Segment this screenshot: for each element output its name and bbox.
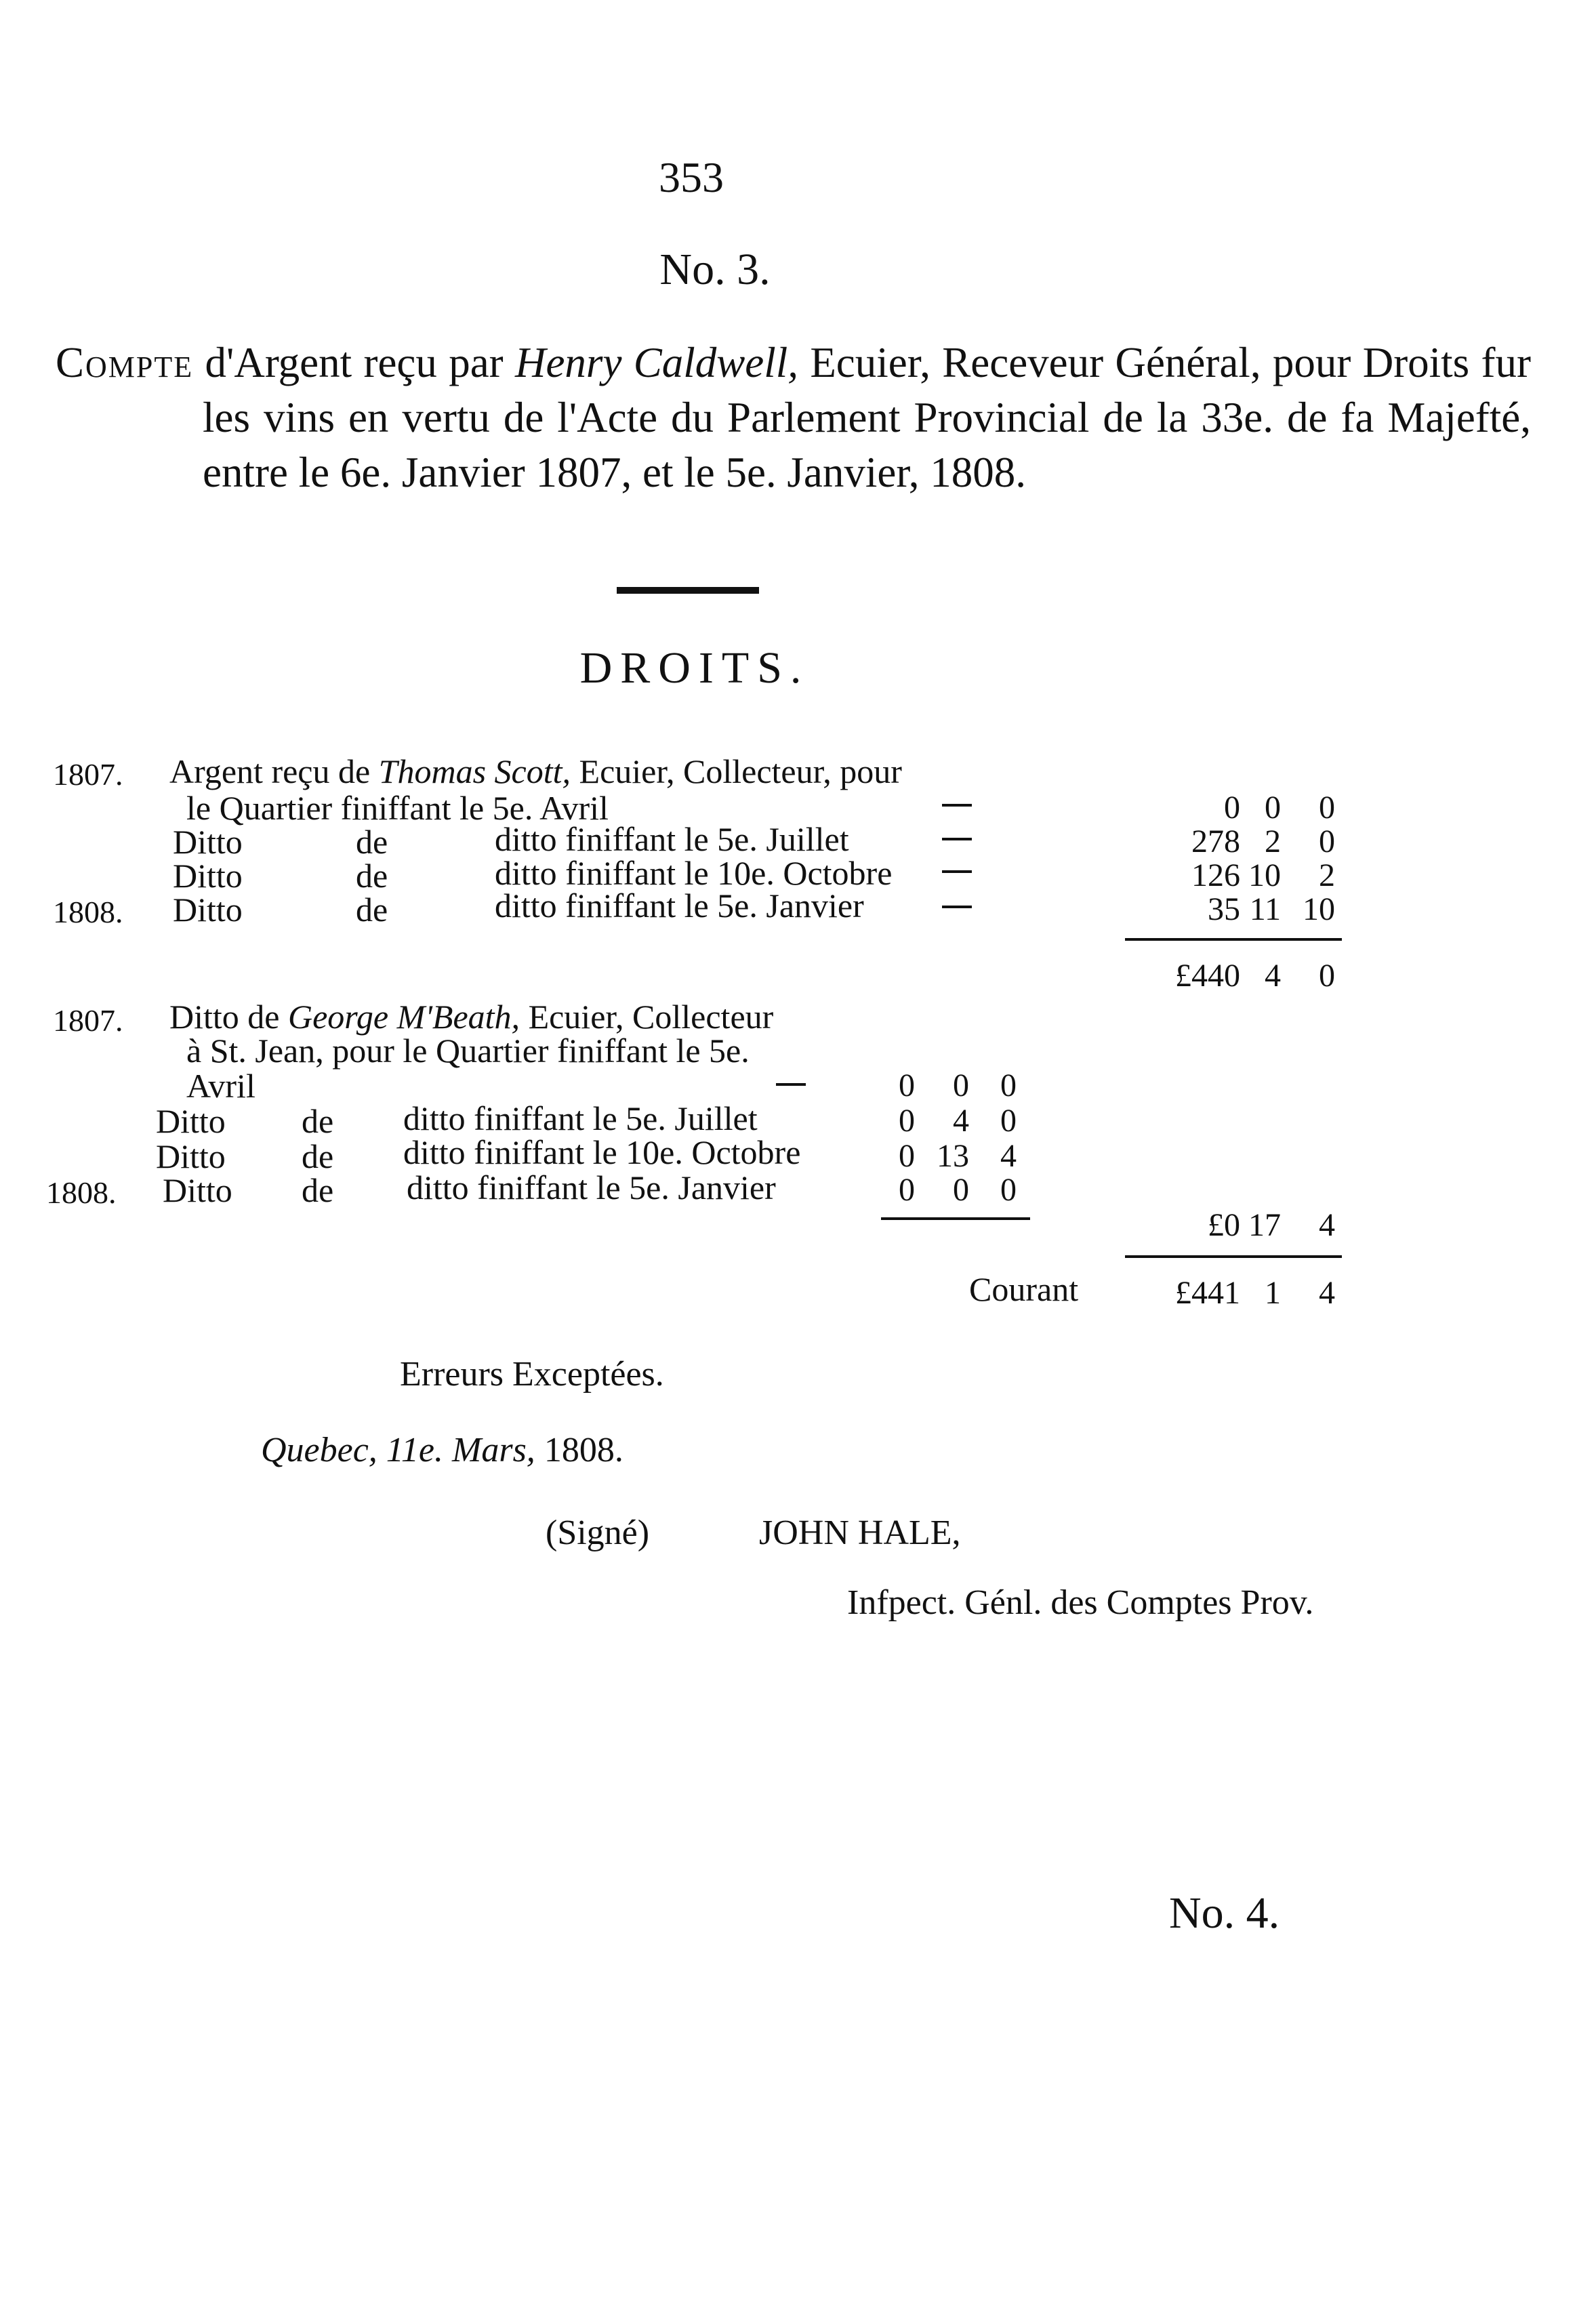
grand-total-shillings: 1 [1265, 1275, 1281, 1311]
s2-total-shillings: 17 [1248, 1207, 1281, 1243]
s2-row1-desc: ditto finiffant le 5e. Juillet [403, 1099, 758, 1137]
s2-row3-desc: ditto finiffant le 5e. Janvier [407, 1169, 776, 1206]
s2-total-pounds: £0 [1208, 1207, 1240, 1243]
subtotal-rule-1 [1125, 938, 1342, 941]
grand-total-rule [1125, 1255, 1342, 1258]
receiver-name: Henry Caldwell, [514, 339, 798, 386]
place-and-date [261, 1430, 623, 1470]
s1-row3-de: de [356, 891, 388, 929]
section2-line1-pre: Ditto de [169, 998, 288, 1036]
s2-row2-shillings: 13 [937, 1138, 969, 1174]
signed-label: (Signé) [546, 1513, 650, 1552]
s1-row2-desc: ditto finiffant le 10e. Octobre [495, 854, 893, 892]
s1-row0-pence: 0 [1319, 790, 1335, 826]
s2-row1-de: de [302, 1102, 334, 1140]
s2-row3-pence: 0 [1000, 1172, 1017, 1208]
s2-row3-ditto: Ditto [163, 1171, 232, 1209]
s1-row1-desc: ditto finiffant le 5e. Juillet [495, 820, 849, 858]
s2-row3-de: de [302, 1171, 334, 1209]
leader-dash [942, 804, 972, 807]
section1-year: 1807. [53, 757, 123, 792]
s1-row1-shillings: 2 [1265, 824, 1281, 859]
s1-total-shillings: 4 [1265, 958, 1281, 994]
s1-row2-ditto: Ditto [173, 857, 243, 895]
page-number: 353 [659, 153, 724, 201]
s2-row2-pence: 4 [1000, 1138, 1017, 1174]
s2-row2-ditto: Ditto [156, 1137, 226, 1175]
s2-row0-shillings: 0 [953, 1068, 969, 1103]
s1-row3-year: 1808. [53, 895, 123, 929]
s2-row0-pounds: 0 [899, 1068, 915, 1103]
s1-row3-pence: 10 [1303, 891, 1335, 927]
collector-name-1: Thomas Scott, [378, 752, 571, 790]
place-date-text: Quebec, 11e. Mars, [261, 1431, 535, 1469]
s1-row3-desc: ditto finiffant le 5e. Janvier [495, 887, 864, 925]
s2-row2-de: de [302, 1137, 334, 1175]
s1-row0-shillings: 0 [1265, 790, 1281, 826]
s1-row3-shillings: 11 [1249, 891, 1281, 927]
section1-line1 [169, 752, 902, 790]
section1-line2: le Quartier finiffant le 5e. Avril [186, 789, 609, 827]
document-number: No. 3. [659, 245, 771, 294]
section-divider [617, 587, 759, 594]
grand-total-label: Courant [969, 1270, 1079, 1308]
s2-row1-shillings: 4 [953, 1103, 969, 1139]
collector-name-2: George M'Beath, [287, 998, 520, 1036]
leader-dash [942, 906, 972, 908]
s2-row3-shillings: 0 [953, 1172, 969, 1208]
s1-row2-de: de [356, 857, 388, 895]
place-date-year: 1808. [535, 1431, 623, 1469]
section2-line3: Avril [186, 1067, 255, 1105]
s2-row0-pence: 0 [1000, 1068, 1017, 1103]
leader-dash [942, 870, 972, 873]
s1-row0-pounds: 0 [1224, 790, 1240, 826]
s1-row2-pence: 2 [1319, 857, 1335, 893]
s1-row1-ditto: Ditto [173, 823, 243, 861]
s2-row1-ditto: Ditto [156, 1102, 226, 1140]
grand-total-pounds: £441 [1175, 1275, 1240, 1311]
section2-year: 1807. [53, 1003, 123, 1038]
signer-title: Infpect. Génl. des Comptes Prov. [847, 1583, 1314, 1622]
account-title-text-2: Ecuier, Receveur Général, pour Droits fur les vins en vertu de l'Acte du Parlement Provincial de la 33e. de fa Majefté, entre le 6e. Janvier 1807, et le 5e. Janvier, 1808. [203, 339, 1531, 496]
section1-line1-post: Ecuier, Collecteur, pour [571, 752, 902, 790]
account-title-text-1: d'Argent reçu par [193, 339, 515, 386]
s2-row3-year: 1808. [46, 1175, 117, 1210]
next-document-number: No. 4. [1169, 1888, 1280, 1938]
signer-name: JOHN HALE, [759, 1513, 961, 1552]
s1-row1-de: de [356, 823, 388, 861]
s2-row2-desc: ditto finiffant le 10e. Octobre [403, 1133, 801, 1171]
s1-row1-pence: 0 [1319, 824, 1335, 859]
s2-total-pence: 4 [1319, 1207, 1335, 1243]
s1-row3-pounds: 35 [1208, 891, 1240, 927]
s2-row2-pounds: 0 [899, 1138, 915, 1174]
s2-row1-pounds: 0 [899, 1103, 915, 1139]
s1-row2-shillings: 10 [1248, 857, 1281, 893]
s1-row2-pounds: 126 [1191, 857, 1240, 893]
errors-excepted: Erreurs Exceptées. [400, 1355, 664, 1394]
subtotal-rule-2 [881, 1217, 1030, 1220]
s1-total-pence: 0 [1319, 958, 1335, 994]
section-heading: DROITS. [579, 643, 810, 693]
leader-dash [942, 838, 972, 840]
leader-dash [776, 1083, 806, 1086]
s1-total-pounds: £440 [1175, 958, 1240, 994]
section2-line1-post: Ecuier, Collecteur [520, 998, 774, 1036]
s2-row3-pounds: 0 [899, 1172, 915, 1208]
grand-total-pence: 4 [1319, 1275, 1335, 1311]
section2-line2: à St. Jean, pour le Quartier finiffant le 5e. [186, 1032, 750, 1070]
s1-row3-ditto: Ditto [173, 891, 243, 929]
account-title-paragraph [56, 336, 1531, 500]
account-lead-word: Compte [56, 339, 194, 386]
s1-row1-pounds: 278 [1191, 824, 1240, 859]
s2-row1-pence: 0 [1000, 1103, 1017, 1139]
section2-line1 [169, 998, 773, 1036]
section1-line1-pre: Argent reçu de [169, 752, 379, 790]
